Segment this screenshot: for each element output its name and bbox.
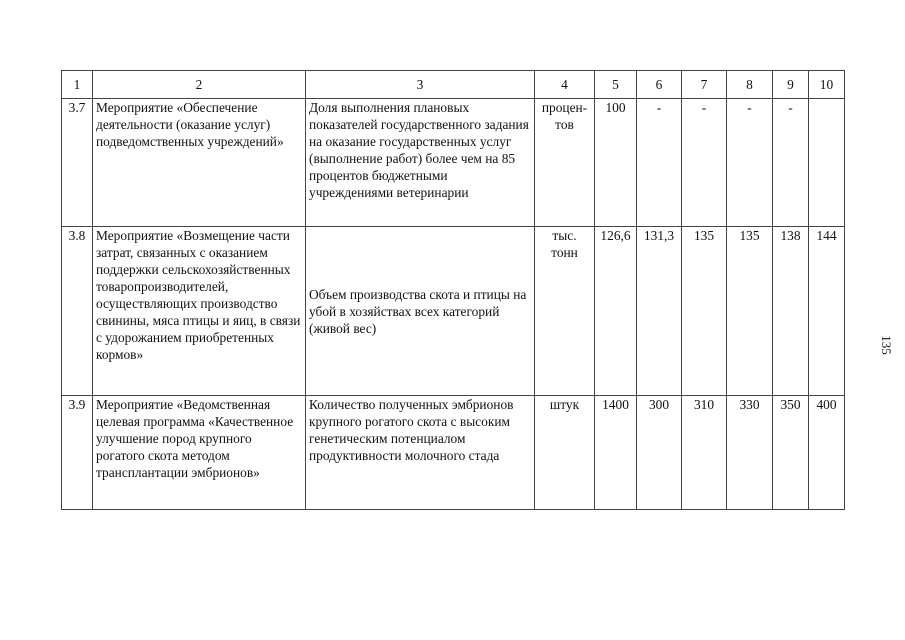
value-cell: 138 (773, 227, 809, 396)
data-table (61, 70, 845, 510)
measure-cell: Мероприятие «Обеспечение деятельности (оказание услуг) подведомственных учреждений» (93, 99, 306, 227)
col-header: 6 (637, 71, 682, 99)
col-header: 7 (682, 71, 727, 99)
value-cell: 126,6 (595, 227, 637, 396)
header-row (62, 71, 845, 99)
value-cell: - (773, 99, 809, 227)
row-number: 3.7 (62, 99, 93, 227)
measure-cell: Мероприятие «Возмещение части затрат, связанных с оказанием поддержки сельскохозяйственных товаропроизводителей, осуществляющих производство свинины, мяса птицы и яиц, в связи с удорожанием приобретенных кормов» (93, 227, 306, 396)
value-cell: 400 (809, 396, 845, 510)
col-header: 3 (306, 71, 535, 99)
value-cell: - (727, 99, 773, 227)
value-cell: 100 (595, 99, 637, 227)
value-cell: 135 (682, 227, 727, 396)
unit-cell: процен-тов (535, 99, 595, 227)
value-cell (809, 99, 845, 227)
col-header: 2 (93, 71, 306, 99)
value-cell: 310 (682, 396, 727, 510)
unit-cell: штук (535, 396, 595, 510)
value-cell: - (682, 99, 727, 227)
value-cell: 300 (637, 396, 682, 510)
value-cell: 1400 (595, 396, 637, 510)
value-cell: 144 (809, 227, 845, 396)
indicator-cell: Доля выполнения плановых показателей государственного задания на оказание государственных услуг (выполнение работ) более чем на 85 процентов бюджетными учреждениями ветеринарии (306, 99, 535, 227)
value-cell: 350 (773, 396, 809, 510)
unit-cell: тыс. тонн (535, 227, 595, 396)
measure-cell: Мероприятие «Ведомственная целевая программа «Качественное улучшение пород крупного рогатого скота методом трансплантации эмбрионов» (93, 396, 306, 510)
row-number: 3.9 (62, 396, 93, 510)
indicator-cell: Объем производства скота и птицы на убой в хозяйствах всех категорий (живой вес) (306, 227, 535, 396)
page-number: 135 (878, 335, 894, 355)
table-row (62, 227, 845, 396)
col-header: 10 (809, 71, 845, 99)
value-cell: 135 (727, 227, 773, 396)
table-row (62, 99, 845, 227)
table-row (62, 396, 845, 510)
row-number: 3.8 (62, 227, 93, 396)
value-cell: 131,3 (637, 227, 682, 396)
col-header: 1 (62, 71, 93, 99)
value-cell: 330 (727, 396, 773, 510)
col-header: 4 (535, 71, 595, 99)
col-header: 5 (595, 71, 637, 99)
col-header: 9 (773, 71, 809, 99)
col-header: 8 (727, 71, 773, 99)
indicator-cell: Количество полученных эмбрионов крупного рогатого скота с высоким генетическим потенциалом продуктивности молочного стада (306, 396, 535, 510)
value-cell: - (637, 99, 682, 227)
